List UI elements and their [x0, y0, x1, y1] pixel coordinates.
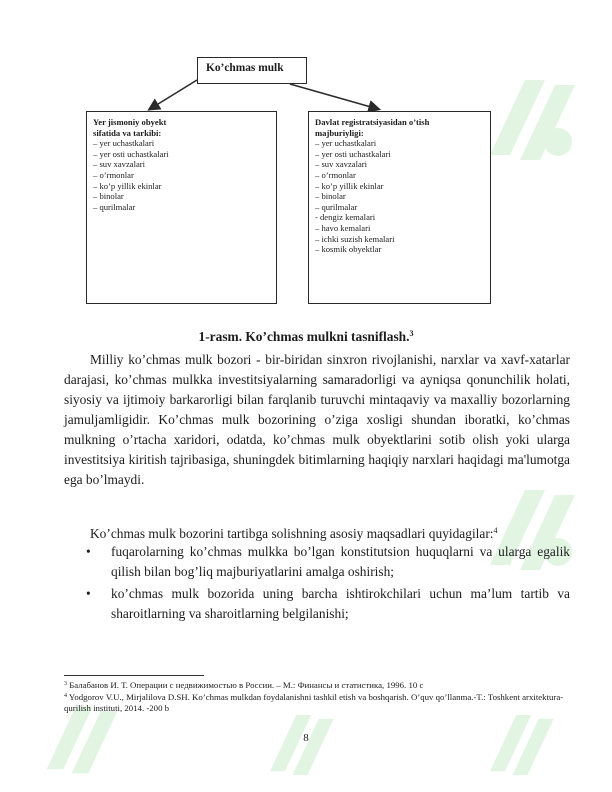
- left-box-item: – qurilmalar: [93, 201, 136, 212]
- left-box-item: – ko’p yillik ekinlar: [93, 180, 162, 191]
- bullet-dot-icon: •: [86, 586, 91, 601]
- left-box-land-physical-object: [86, 111, 277, 304]
- right-box-item: – ichki suzish kemalari: [315, 233, 395, 244]
- top-box-real-estate: Ko’chmas mulk: [197, 57, 307, 84]
- footnote-text: Yodgorov V.U., Mirjalilova D.SH. Ko’chmas mulkdan foydalanishni tashkil etish va boshqarish. O’quv qo’llanma.-T.: Toshkent arxitektura-qurilish instituti, 2014. -200 b: [64, 692, 564, 713]
- right-box-item: – yer uchastkalari: [315, 138, 377, 149]
- arrow-left: [150, 80, 197, 109]
- footnote-number: 3: [64, 681, 67, 687]
- right-box-item: – ko’p yillik ekinlar: [315, 180, 384, 191]
- footnote-3: [64, 679, 570, 691]
- left-box-item: – binolar: [93, 191, 124, 202]
- goals-bullet-list: [86, 542, 570, 626]
- footnote-text: Балабанов И. Т. Операции с недвижимостью в России. – М.: Финансы и статистика, 1996. 10 с: [69, 680, 424, 690]
- paragraph-market-definition: Milliy ko’chmas mulk bozori - bir-biridan sinxron rivojlanishi, narxlar va xavf-xatarlar darajasi, ko’chmas mulkka investitsiyalarning samaradorligi va ayniqsa qonunchilik holati, siyosiy va ijtimoiy barkarorligi bilan farqlanib turuvchi mintaqaviy va maxalliy bozorlarning jamuljamligidir. Ko’chmas mulk bozorining o’ziga xosligi shundan iboratki, ko’chmas mulkning o’rtacha xaridori, odatda, ko’chmas mulk obyektlarini sotib olish yoki ularga investitsiya kiritish tajribasiga, shuningdek bitimlarning haqiqiy narxlari haqidagi ma'lumotga ega bo’lmaydi.: [64, 352, 570, 487]
- footnote-number: 4: [64, 693, 67, 699]
- paragraph-regulation-goals-text: Ko’chmas mulk bozorini tartibga solishning asosiy maqsadlari quyidagilar:: [90, 526, 494, 541]
- page-number: 8: [303, 732, 309, 744]
- bullet-item: [86, 584, 570, 624]
- left-box-item: – yer osti uchastkalari: [93, 148, 169, 159]
- bullet-text: ko’chmas mulk bozorida uning barcha ishtirokchilari uchun ma’lum tartib va sharoitlarning va sharoitlarning belgilanishi;: [111, 586, 570, 621]
- left-box-heading-2: sifatida va tarkibi:: [93, 127, 162, 138]
- right-box-item: – binolar: [315, 191, 346, 202]
- right-box-item: – havo kemalari: [315, 222, 371, 233]
- right-box-item: – yer osti uchastkalari: [315, 148, 391, 159]
- paragraph-footnote-ref: 4: [493, 526, 498, 535]
- right-box-state-registration: [308, 111, 491, 304]
- right-box-item: – o’rmonlar: [315, 169, 356, 180]
- figure-caption: [0, 329, 612, 345]
- left-box-heading-1: Yer jismoniy obyekt: [93, 117, 167, 127]
- classification-diagram: [0, 0, 612, 330]
- right-box-heading-2: majburiyligi:: [315, 127, 364, 138]
- left-box-item: – suv xavzalari: [93, 159, 146, 170]
- caption-footnote-ref: 3: [409, 329, 414, 338]
- footnotes: [64, 679, 570, 714]
- left-box-item: – yer uchastkalari: [93, 138, 155, 149]
- footnote-divider: [64, 675, 204, 676]
- right-box-item: - dengiz kemalari: [315, 212, 376, 223]
- right-box-item: – kosmik obyektlar: [315, 244, 382, 255]
- right-box-item: – qurilmalar: [315, 201, 358, 212]
- left-box-item: – o’rmonlar: [93, 169, 134, 180]
- footnote-4: [64, 691, 570, 714]
- arrow-right: [290, 84, 378, 109]
- bullet-text: fuqarolarning ko’chmas mulkka bo’lgan konstitutsion huquqlarni va ularga egalik qilish bilan bog’liq majburiyatlarini amalga oshirish;: [111, 544, 570, 579]
- body-text: [64, 350, 570, 490]
- bullet-item: [86, 542, 570, 582]
- right-box-heading-1: Davlat registratsiyasidan o’tish: [315, 117, 430, 127]
- figure-caption-text: 1-rasm. Ko’chmas mulkni tasniflash.: [198, 329, 410, 344]
- right-box-item: – suv xavzalari: [315, 159, 368, 170]
- bullet-dot-icon: •: [86, 544, 91, 559]
- paragraph-regulation-goals: [64, 521, 570, 544]
